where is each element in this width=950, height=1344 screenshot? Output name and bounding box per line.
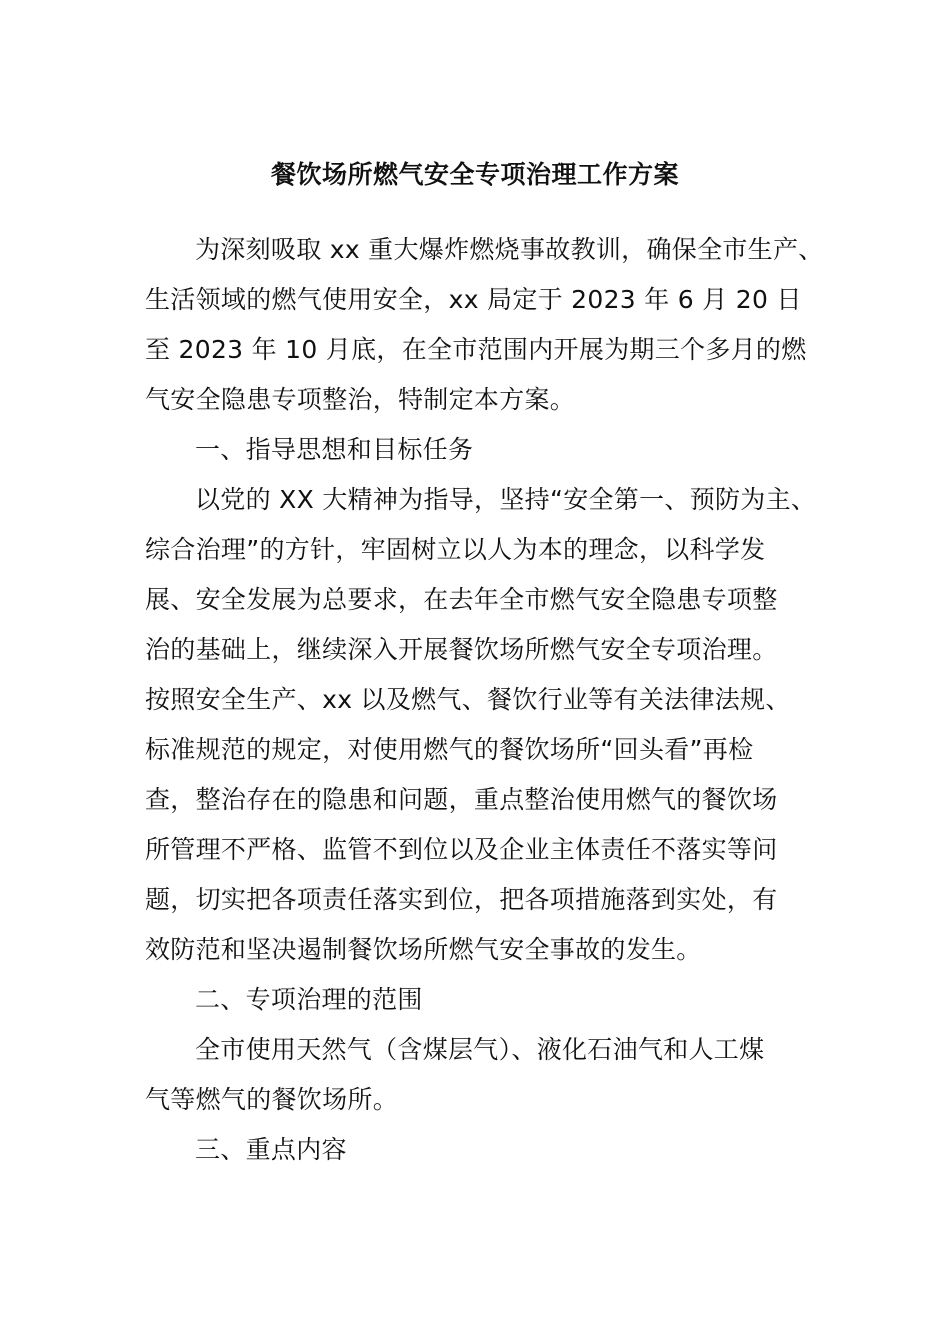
paragraph-guidance-line-6: 标准规范的规定，对使用燃气的餐饮场所“回头看”再检 [145, 735, 754, 764]
paragraph-intro-line-2: 生活领域的燃气使用安全，xx 局定于 2023 年 6 月 20 日 [145, 285, 802, 314]
document-title: 餐饮场所燃气安全专项治理工作方案 [270, 160, 679, 189]
paragraph-scope-line-1: 全市使用天然气（含煤层气）、液化石油气和人工煤 [195, 1035, 765, 1064]
section-heading-3: 三、重点内容 [195, 1135, 347, 1164]
paragraph-scope-line-2: 气等燃气的餐饮场所。 [145, 1085, 399, 1114]
paragraph-guidance-line-3: 展、安全发展为总要求，在去年全市燃气安全隐患专项整 [145, 585, 778, 614]
paragraph-guidance-line-4: 治的基础上，继续深入开展餐饮场所燃气安全专项治理。 [145, 635, 778, 664]
paragraph-guidance-line-1: 以党的 XX 大精神为指导，坚持“安全第一、预防为主、 [195, 485, 817, 514]
paragraph-intro-line-1: 为深刻吸取 xx 重大爆炸燃烧事故教训，确保全市生产、 [195, 235, 824, 264]
paragraph-intro-line-4: 气安全隐患专项整治，特制定本方案。 [145, 385, 576, 414]
section-heading-1: 一、指导思想和目标任务 [195, 435, 474, 464]
paragraph-guidance-line-2: 综合治理”的方针，牢固树立以人为本的理念，以科学发 [145, 535, 766, 564]
paragraph-guidance-line-8: 所管理不严格、监管不到位以及企业主体责任不落实等问 [145, 835, 778, 864]
paragraph-guidance-line-5: 按照安全生产、xx 以及燃气、餐饮行业等有关法律法规、 [145, 685, 791, 714]
paragraph-intro-line-3: 至 2023 年 10 月底，在全市范围内开展为期三个多月的燃 [145, 335, 807, 364]
paragraph-guidance-line-7: 查，整治存在的隐患和问题，重点整治使用燃气的餐饮场 [145, 785, 778, 814]
section-heading-2: 二、专项治理的范围 [195, 985, 423, 1014]
paragraph-guidance-line-9: 题，切实把各项责任落实到位，把各项措施落到实处，有 [145, 885, 778, 914]
paragraph-guidance-line-10: 效防范和坚决遏制餐饮场所燃气安全事故的发生。 [145, 935, 702, 964]
